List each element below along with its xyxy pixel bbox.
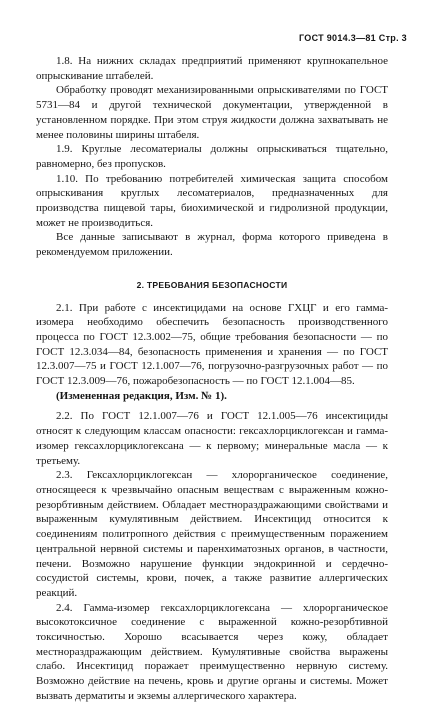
paragraph-1-9: 1.9. Круглые лесоматериалы должны опрыскиваться тщательно, равномерно, без пропусков. — [36, 143, 388, 170]
paragraph-processing: Обработку проводят механизированными опрыскивателями по ГОСТ 5731—84 и другой технической документации, утвержденной в установленном порядке. При этом струя жидкости должна захватывать не менее половины ширины штабеля. — [36, 84, 388, 141]
paragraph-journal: Все данные записывают в журнал, форма которого приведена в рекомендуемом приложении. — [36, 231, 388, 259]
paragraph-2-4: 2.4. Гамма-изомер гексахлорциклогексана — хлорорганическое высокотоксичное соединение с выраженной кожно-резорбтивной токсичностью. Хорошо всасывается через кожу, обладает местнораздражающим действием. Кумулятивные свойства выражены слабо. Инсектицид поражает преимущественно нервную систему. Возможно действие на печень, кровь и другие органы и системы. Может вызвать дерматиты и экземы аллергического характера. — [36, 601, 388, 702]
paragraph-2-2: 2.2. По ГОСТ 12.1.007—76 и ГОСТ 12.1.005—76 инсектициды относят к следующим классам опасности: гексахлорциклогексан и гамма-изомер гексахлорциклогексана — к первому; минеральные масла — к третьему. — [36, 410, 388, 467]
amendment-note: (Измененная редакция, Изм. № 1). — [56, 389, 227, 402]
page-header: ГОСТ 9014.3—81 Стр. 3 — [298, 33, 407, 43]
paragraph-1-8: 1.8. На нижних складах предприятий применяют крупнокапельное опрыскивание штабелей. — [36, 55, 388, 82]
paragraph-1-10: 1.10. По требованию потребителей химическая защита способом опрыскивания круглых лесоматериалов, предназначенных для производства пищевой тары, биохимической и гидролизной продукции, может не производиться. — [36, 172, 388, 229]
paragraph-2-1: 2.1. При работе с инсектицидами на основе ГХЦГ и его гамма-изомера необходимо обеспечить безопасность производственного процесса по ГОСТ 12.3.002—75, общие требования безопасности — по ГОСТ 12.3.034—84, безопасность применения и хранения — по ГОСТ 12.3.007—75 и ГОСТ 12.1.007—76, погрузочно-разгрузочных работ — по ГОСТ 12.3.009—76, пожаробезопасность — по ГОСТ 12.1.004—85. — [36, 301, 388, 388]
paragraph-2-3: 2.3. Гексахлорциклогексан — хлорорганическое соединение, относящееся к чрезвычайно опасным веществам с выраженным кожно-резорбтивным действием. Обладает местнораздражающими свойствами и выраженным кумулятивным действием. Инсектицид относится к соединениям политропного действия с преимущественным поражением центральной нервной системы и паренхиматозных органов, в частности, печени. Возможно нарушение функции эндокринной и сердечно-сосудистой системы, крови, почек, а также развитие аллергических реакций. — [36, 469, 388, 599]
section-title: 2. ТРЕБОВАНИЯ БЕЗОПАСНОСТИ — [136, 279, 288, 290]
document-body — [36, 54, 388, 704]
